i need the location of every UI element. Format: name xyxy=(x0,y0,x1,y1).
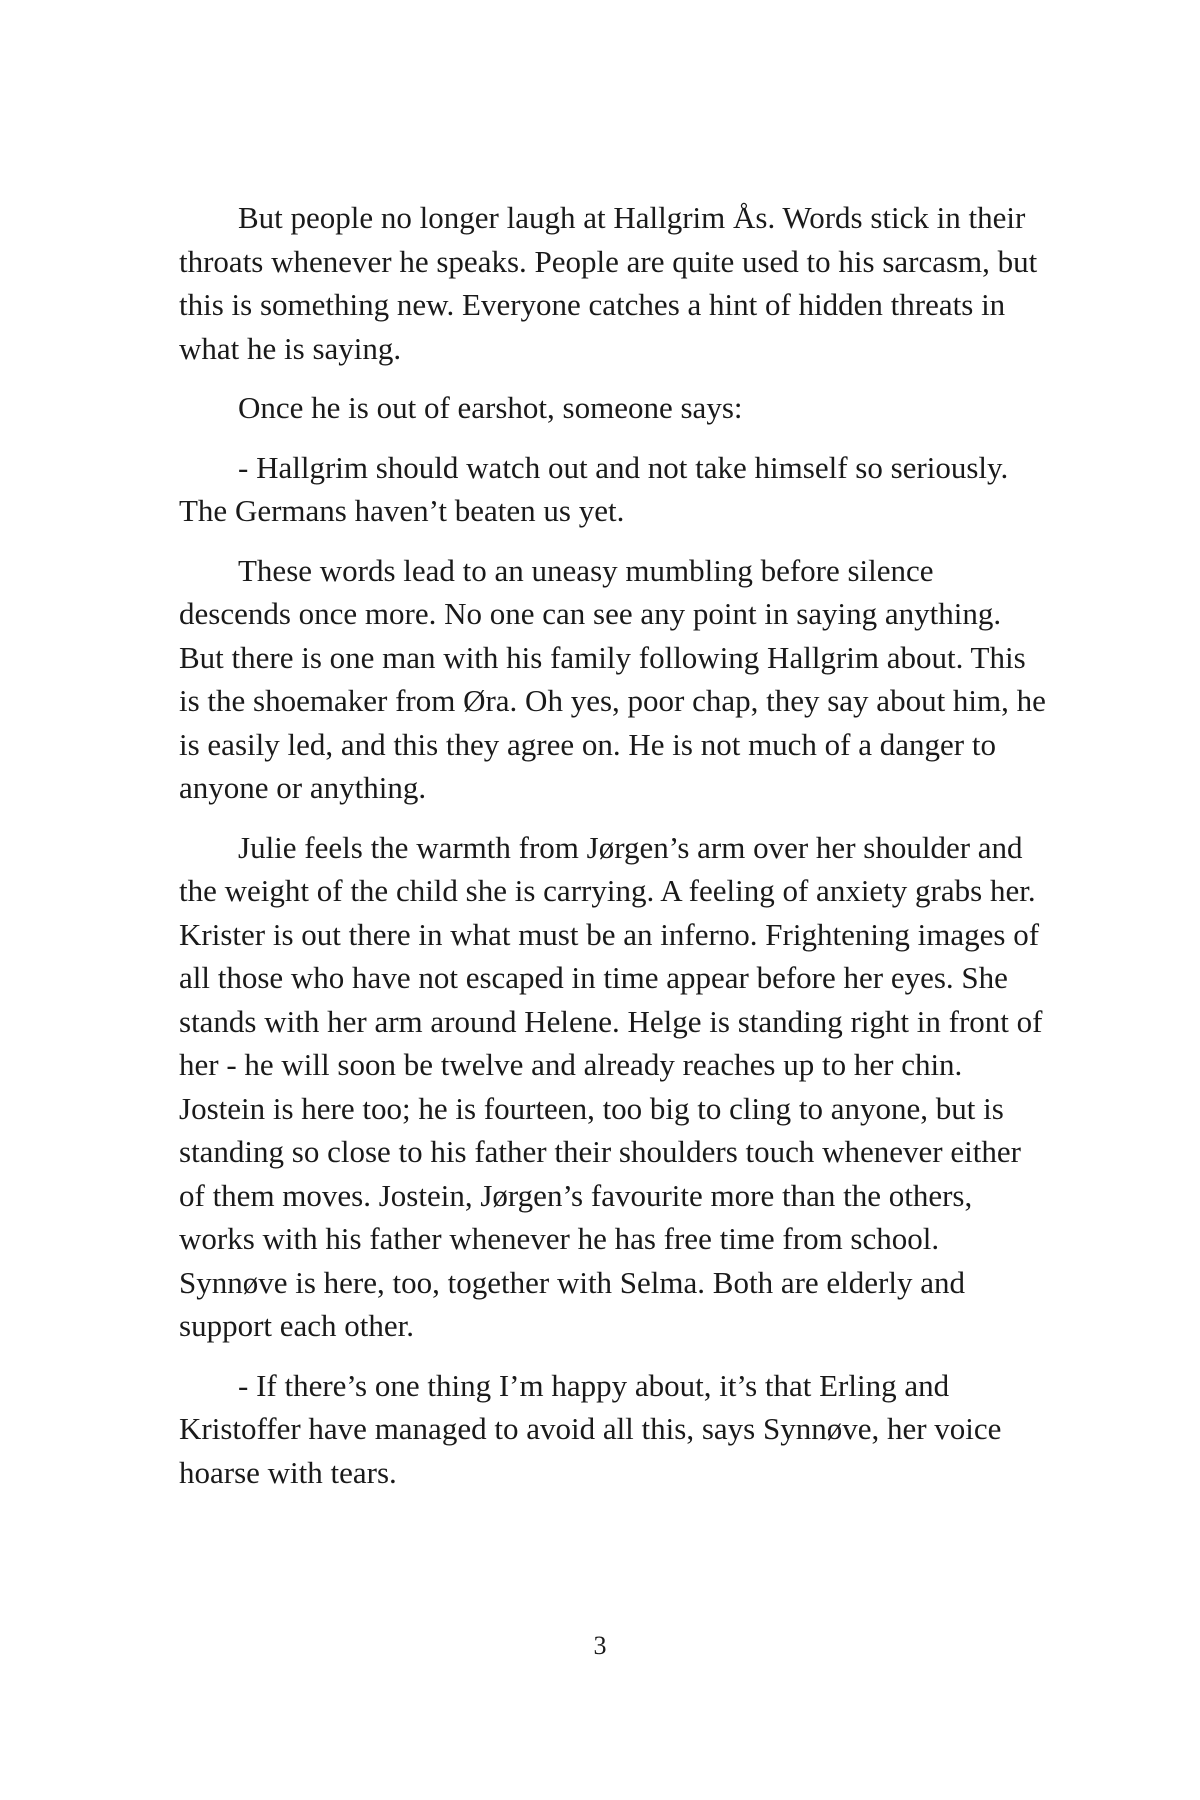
body-text xyxy=(179,196,1047,1510)
paragraph: These words lead to an uneasy mumbling before silence descends once more. No one can see any point in saying anything. But there is one man with his family following Hallgrim about. This is the shoemaker from Øra. Oh yes, poor chap, they say about him, he is easily led, and this they agree on. He is not much of a danger to anyone or anything. xyxy=(179,552,1046,805)
paragraph: But people no longer laugh at Hallgrim Ås. Words stick in their throats whenever he speaks. People are quite used to his sarcasm, but this is something new. Everyone catches a hint of hidden threats in what he is saying. xyxy=(179,200,1038,366)
paragraph: Once he is out of earshot, someone says: xyxy=(238,390,743,425)
paragraph: - Hallgrim should watch out and not take himself so seriously. The Germans haven’t beaten us yet. xyxy=(179,449,1009,528)
paragraph: Julie feels the warmth from Jørgen’s arm over her shoulder and the weight of the child she is carrying. A feeling of anxiety grabs her. Krister is out there in what must be an inferno. Frightening images of all those who have not escaped in time appear before her eyes. She stands with her arm around Helene. Helge is standing right in front of her - he will soon be twelve and already reaches up to her chin. Jostein is here too; he is fourteen, too big to cling to anyone, but is standing so close to his father their shoulders touch whenever either of them moves. Jostein, Jørgen’s favourite more than the others, works with his father whenever he has free time from school. Synnøve is here, too, together with Selma. Both are elderly and support each other. xyxy=(179,829,1043,1343)
paragraph: - If there’s one thing I’m happy about, it’s that Erling and Kristoffer have managed to avoid all this, says Synnøve, her voice hoarse with tears. xyxy=(179,1367,1002,1490)
page-number: 3 xyxy=(593,1631,607,1660)
